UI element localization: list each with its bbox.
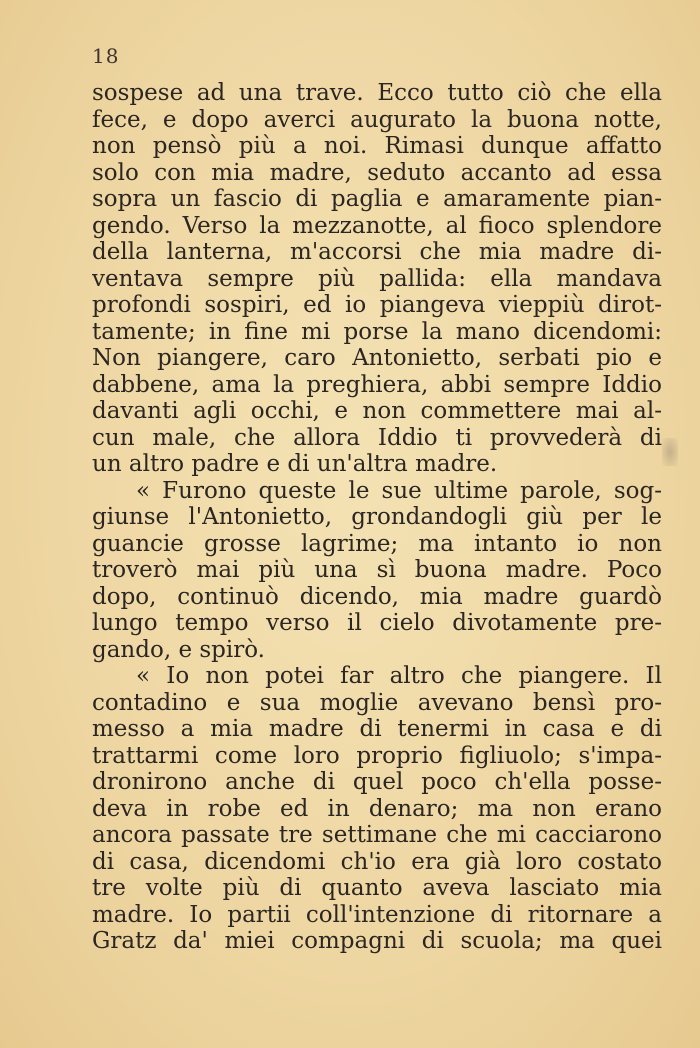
text-line: dopo, continuò dicendo, mia madre guardò [92,583,662,610]
text-line: madre. Io partii coll'intenzione di ritornare a [92,901,662,928]
text-line: contadino e sua moglie avevano bensì pro- [92,689,662,716]
text-line: ancora passate tre settimane che mi cacciarono [92,822,662,848]
text-line: gendo. Verso la mezzanotte, al fioco splendore [92,212,662,239]
paper-stain [662,438,678,466]
text-line: trattarmi come loro proprio figliuolo; s'impa- [92,742,662,769]
text-line: Non piangere, caro Antonietto, serbati pio e [92,345,662,371]
text-line: tre volte più di quanto aveva lasciato mia [92,875,662,901]
text-line: fece, e dopo averci augurato la buona notte, [92,106,662,133]
text-line: tamente; in fine mi porse la mano dicendomi: [92,318,662,345]
text-line: deva in robe ed in denaro; ma non erano [92,795,662,822]
text-line: gando, e spirò. [92,636,265,663]
text-line: messo a mia madre di tenermi in casa e di [92,716,662,742]
text-line: dabbene, ama la preghiera, abbi sempre Iddio [92,371,662,398]
text-line: ventava sempre più pallida: ella mandava [92,265,662,292]
text-line: non pensò più a noi. Rimasi dunque affatto [92,133,662,159]
text-line: davanti agli occhi, e non commettere mai al- [92,398,662,424]
text-line: sospese ad una trave. Ecco tutto ciò che ella [92,80,662,106]
text-line: guancie grosse lagrime; ma intanto io non [92,530,662,557]
body-text [92,80,662,955]
text-line: sopra un fascio di paglia e amaramente pian- [92,186,662,212]
text-line: un altro padre e di un'altra madre. [92,451,498,477]
text-line: dronirono anche di quel poco ch'ella posse- [92,769,662,795]
text-line: profondi sospiri, ed io piangeva vieppiù dirot- [92,292,662,318]
text-line: Gratz da' miei compagni di scuola; ma quei [92,928,662,954]
text-line: troverò mai più una sì buona madre. Poco [92,557,662,583]
text-line: giunse l'Antonietto, grondandogli giù per le [92,504,662,530]
text-line: cun male, che allora Iddio ti provvederà di [92,424,662,451]
text-line: della lanterna, m'accorsi che mia madre di- [92,239,662,265]
text-line: « Io non potei far altro che piangere. Il [136,663,662,689]
text-line: « Furono queste le sue ultime parole, sog- [136,477,662,504]
text-line: di casa, dicendomi ch'io era già loro costato [92,848,662,875]
text-line: solo con mia madre, seduto accanto ad essa [92,159,662,186]
page-number: 18 [92,44,120,68]
text-line: lungo tempo verso il cielo divotamente pre- [92,610,662,636]
